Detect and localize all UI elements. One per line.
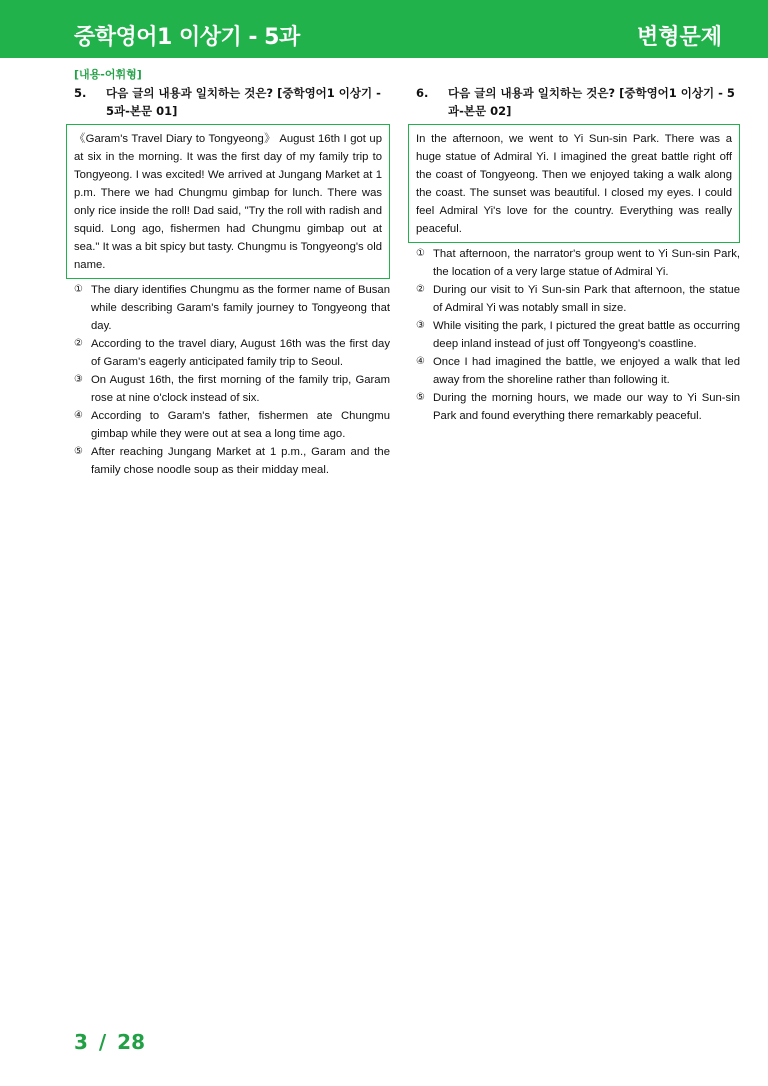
answer-option[interactable] [408,245,740,281]
option-marker: ⑤ [74,446,83,457]
document-type-label: 변형문제 [636,25,722,50]
option-text: After reaching Jungang Market at 1 p.m., Garam and the family chose noodle soup as their midday meal. [91,446,390,476]
option-marker: ④ [74,410,83,421]
question-text: 다음 글의 내용과 일치하는 것은? [중학영어1 이상기 - 5과-본문 01] [106,86,381,118]
option-text: According to the travel diary, August 16th was the first day of Garam's eagerly anticipated family trip to Seoul. [91,338,390,368]
option-marker: ② [416,284,425,295]
answer-option[interactable] [66,371,390,407]
option-marker: ① [416,248,425,259]
answer-option[interactable] [408,353,740,389]
passage-box: 《Garam's Travel Diary to Tongyeong》 August 16th I got up at six in the morning. It was the first day of my family trip to Tongyeong. I was excited! We arrived at Jungang Market at 1 p.m. There we had Chungmu gimbap for lunch. There was only rice inside the roll! Dad said, "Try the roll with radish and squid. Long ago, fishermen had Chungmu gimbap out at sea." It was a bit spicy but tasty. Chungmu is Tongyeong's old name. [66,124,390,279]
answer-option[interactable] [408,281,740,317]
answer-option[interactable] [66,443,390,479]
page-number: 3 / 28 [74,1030,145,1054]
page-header [0,0,768,58]
option-text: The diary identifies Chungmu as the former name of Busan while describing Garam's family journey to Tongyeong that day. [91,284,390,332]
question-number: 6. [416,86,429,100]
option-text: During our visit to Yi Sun-sin Park that afternoon, the statue of Admiral Yi was notably small in size. [433,284,740,314]
option-text: While visiting the park, I pictured the great battle as occurring deep inland instead of just off Tongyeong's coastline. [433,320,740,350]
option-marker: ③ [416,320,425,331]
section-tag-spacer [416,66,740,84]
question-column-left [66,66,390,479]
question-column-right [408,66,740,425]
answer-option[interactable] [408,389,740,425]
question-prompt [416,84,740,120]
option-marker: ④ [416,356,425,367]
answer-option[interactable] [66,407,390,443]
option-marker: ② [74,338,83,349]
answer-option[interactable] [66,281,390,335]
option-marker: ① [74,284,83,295]
answer-option[interactable] [66,335,390,371]
option-text: According to Garam's father, fishermen ate Chungmu gimbap while they were out at sea a long time ago. [91,410,390,440]
section-tag: [내용-어휘형] [74,68,142,81]
option-marker: ③ [74,374,83,385]
option-text: On August 16th, the first morning of the family trip, Garam rose at nine o'clock instead of six. [91,374,390,404]
option-marker: ⑤ [416,392,425,403]
answer-options [408,245,740,425]
answer-option[interactable] [408,317,740,353]
question-number: 5. [74,86,87,100]
passage-box: In the afternoon, we went to Yi Sun-sin Park. There was a huge statue of Admiral Yi. I imagined the great battle right off the coast of Tongyeong. Then we enjoyed taking a walk along the coast. The sunset was beautiful. I closed my eyes. I could feel Admiral Yi's love for the country. Everything was really peaceful. [408,124,740,243]
option-text: That afternoon, the narrator's group went to Yi Sun-sin Park, the location of a very large statue of Admiral Yi. [433,248,740,278]
option-text: Once I had imagined the battle, we enjoyed a walk that led away from the shoreline rather than following it. [433,356,740,386]
answer-options [66,281,390,479]
question-text: 다음 글의 내용과 일치하는 것은? [중학영어1 이상기 - 5과-본문 02] [448,86,735,118]
option-text: During the morning hours, we made our way to Yi Sun-sin Park and found everything there remarkably peaceful. [433,392,740,422]
question-prompt [74,84,390,120]
document-title: 중학영어1 이상기 - 5과 [74,25,300,50]
